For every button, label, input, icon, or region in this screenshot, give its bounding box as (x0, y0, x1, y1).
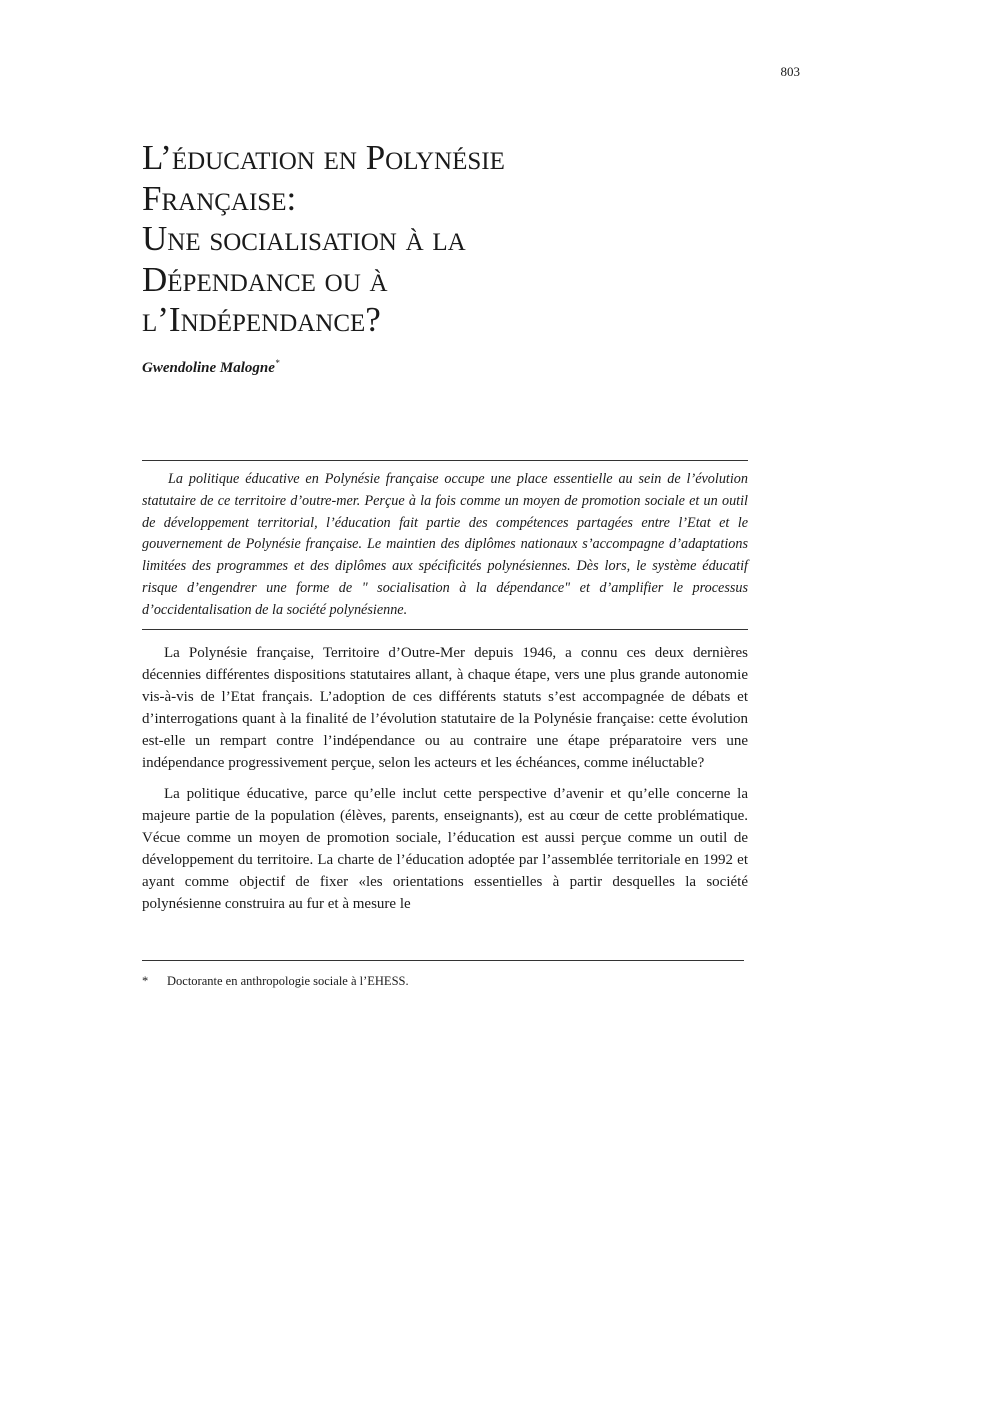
abstract-box (142, 460, 748, 630)
footnote-mark: * (142, 974, 149, 988)
author-name: Gwendoline Malogne (142, 360, 275, 376)
author-footnote-mark: * (274, 358, 280, 368)
title-line: Une socialisation à la (142, 219, 466, 258)
footnote-divider (142, 960, 744, 961)
page-number: 803 (780, 64, 800, 79)
footnote (142, 974, 748, 989)
body-paragraph: La Polynésie française, Territoire d’Outre-Mer depuis 1946, a connu ces deux dernières décennies différentes dispositions statutaires allant, à chaque étape, vers une plus grande autonomie vis-à-vis de l’Etat français. L’adoption de ces différents statuts s’est accompagnée de débats et d’interrogations quant à la finalité de l’évolution statutaire de la Polynésie française: cette évolution est-elle un rempart contre l’indépendance ou au contraire une étape préparatoire vers une indépendance progressivement perçue, selon les acteurs et les échéances, comme inéluctable? (142, 645, 748, 771)
title-line: l’Indépendance? (142, 300, 381, 339)
article-title (142, 138, 742, 341)
abstract-text: La politique éducative en Polynésie française occupe une place essentielle au sein de l’évolution statutaire de ce territoire d’outre-mer. Perçue à la fois comme un moyen de promotion sociale et un outil de développement territorial, l’éducation fait partie des compétences partagées entre l’Etat et le gouvernement de Polynésie française. Le maintien des diplômes nationaux s’accompagne d’adaptations limitées des programmes et des diplômes aux spécificités polynésiennes. Dès lors, le système éducatif risque d’engendrer une forme de " socialisation à la dépendance" et d’amplifier le processus d’occidentalisation de la société polynésienne. (142, 471, 748, 618)
title-line: L’éducation en Polynésie (142, 138, 505, 177)
body-paragraph: La politique éducative, parce qu’elle inclut cette perspective d’avenir et qu’elle concerne la majeure partie de la population (élèves, parents, enseignants), est au cœur de cette problématique. Vécue comme un moyen de promotion sociale, l’éducation est aussi perçue comme un outil de développement du territoire. La charte de l’éducation adoptée par l’assemblée territoriale en 1992 et ayant comme objectif de fixer «les orientations essentielles à partir desquelles la société polynésienne construira au fur et à mesure le (142, 786, 748, 912)
title-line: Dépendance ou à (142, 259, 388, 299)
author-byline (142, 358, 279, 377)
article-body (142, 642, 748, 924)
title-line: Française: (142, 178, 297, 218)
footnote-text: Doctorante en anthropologie sociale à l’EHESS. (167, 974, 409, 988)
